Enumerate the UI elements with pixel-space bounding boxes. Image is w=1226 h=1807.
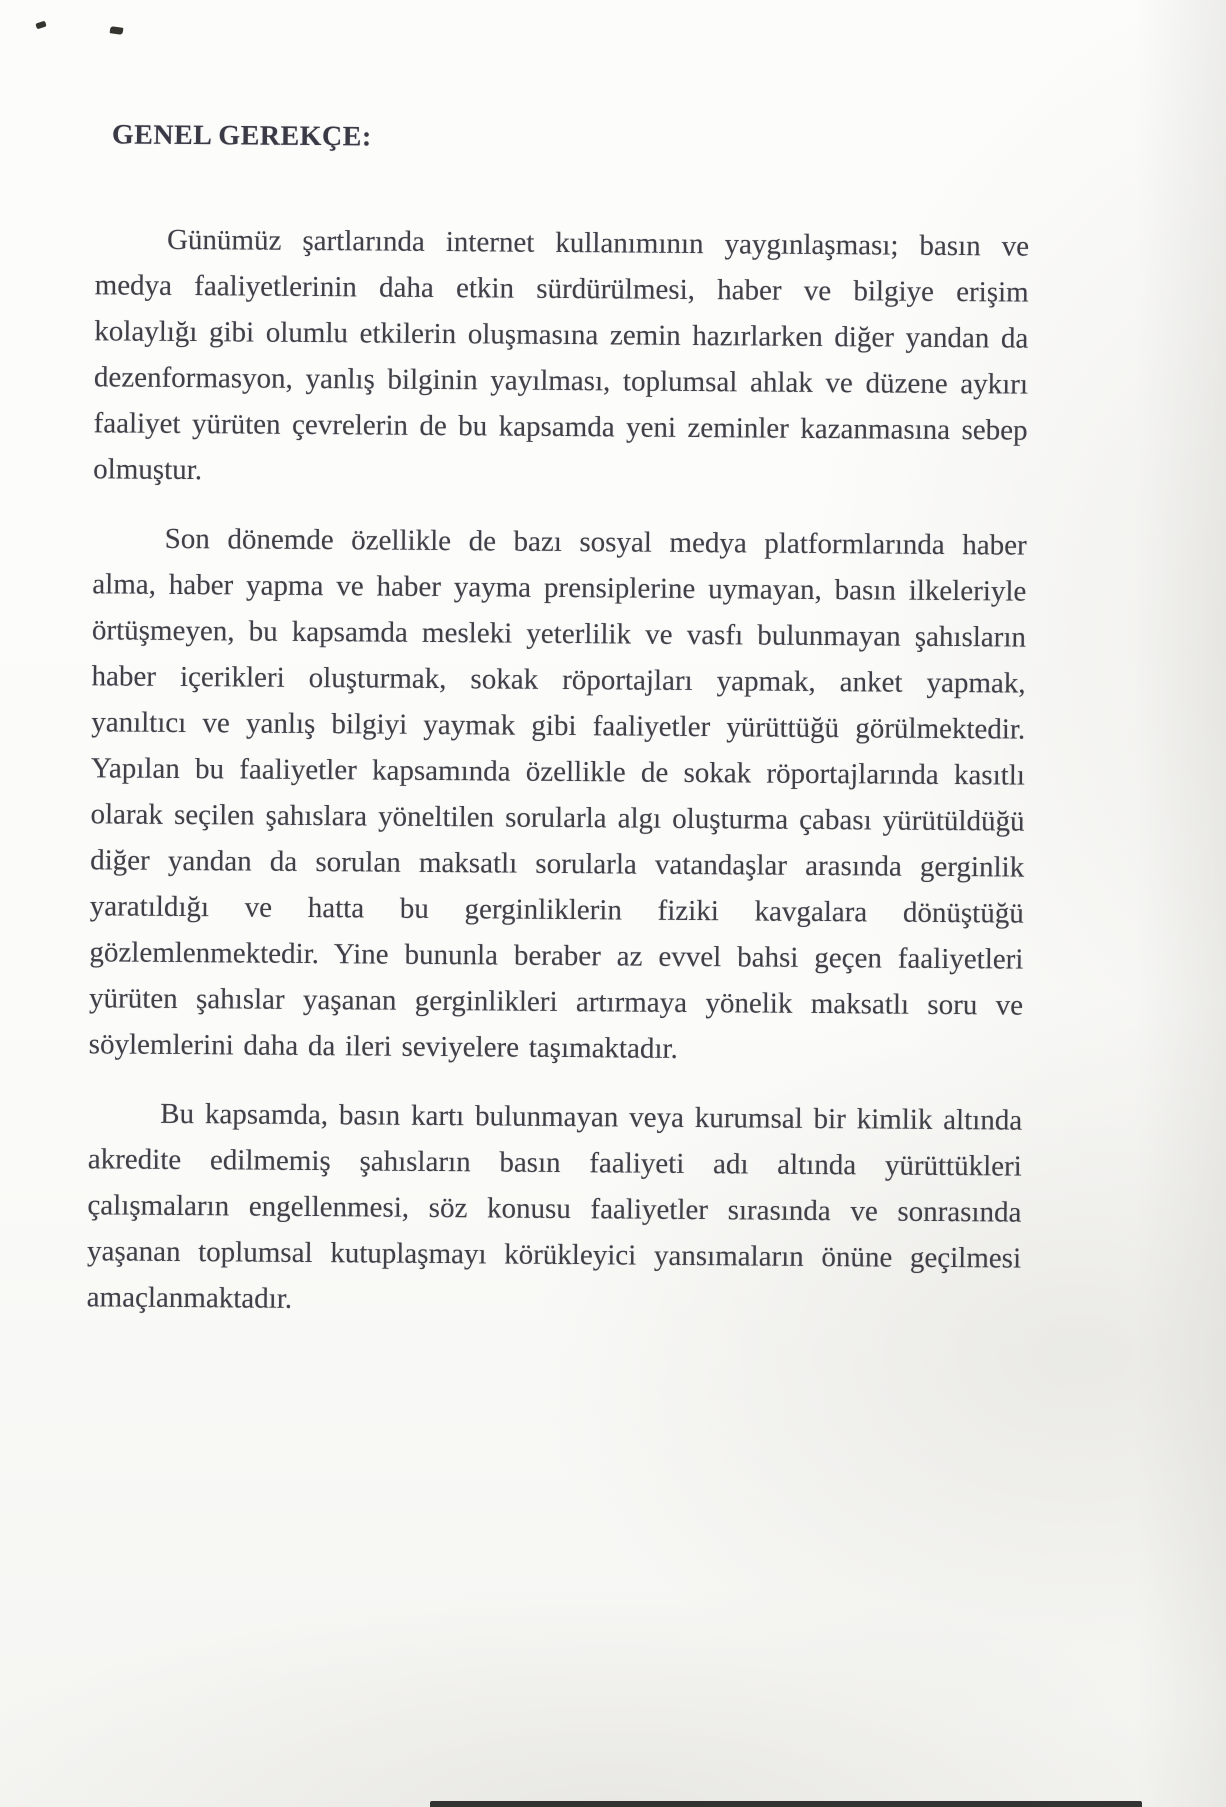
document-title: GENEL GEREKÇE: <box>111 119 372 153</box>
paragraph-3: Bu kapsamda, basın kartı bulunmayan veya kurumsal bir kimlik altında akredite edilmemiş şahısların basın faaliyeti adı altında yürüttükleri çalışmaların engellenmesi, söz konusu faaliyetler sırasında ve sonrasında yaşanan toplumsal kutuplaşmayı körükleyici yansımaların önüne geçilmesi amaçlanmaktadır. <box>86 1097 1023 1315</box>
paragraph-2: Son dönemde özellikle de bazı sosyal medya platformlarında haber alma, haber yapma ve haber yayma prensiplerine uymayan, basın ilkeleriyle örtüşmeyen, bu kapsamda mesleki yeterlilik ve vasfı bulunmayan şahısların haber içerikleri oluşturmak, sokak röportajları yapmak, anket yapmak, yanıltıcı ve yanlış bilgiyi yaymak gibi faaliyetler yürüttüğü görülmektedir. Yapılan bu faaliyetler kapsamında özellikle de sokak röportajlarında kasıtlı olarak seçilen şahıslara yöneltilen sorularla algı oluşturma çabası yürütüldüğü diğer yandan da sorulan maksatlı sorularla vatandaşlar arasında gerginlik yaratıldığı ve hatta bu gerginliklerin fiziki kavgalara dönüştüğü gözlemlenmektedir. Yine bununla beraber az evvel bahsi geçen faaliyetleri yürüten şahıslar yaşanan gerginlikleri artırmaya yönelik maksatlı soru ve söylemlerini daha da ileri seviyelere taşımaktadır. <box>88 522 1027 1065</box>
scan-edge-artifact <box>430 1801 1142 1807</box>
paragraph-1: Günümüz şartlarında internet kullanımının yaygınlaşması; basın ve medya faaliyetlerinin daha etkin sürdürülmesi, haber ve bilgiye erişim kolaylığı gibi olumlu etkilerin oluşmasına zemin hazırlarken diğer yandan da dezenformasyon, yanlış bilginin yayılması, toplumsal ahlak ve düzene aykırı faaliyet yürüten çevrelerin de bu kapsamda yeni zeminler kazanmasına sebep olmuştur. <box>93 223 1030 487</box>
